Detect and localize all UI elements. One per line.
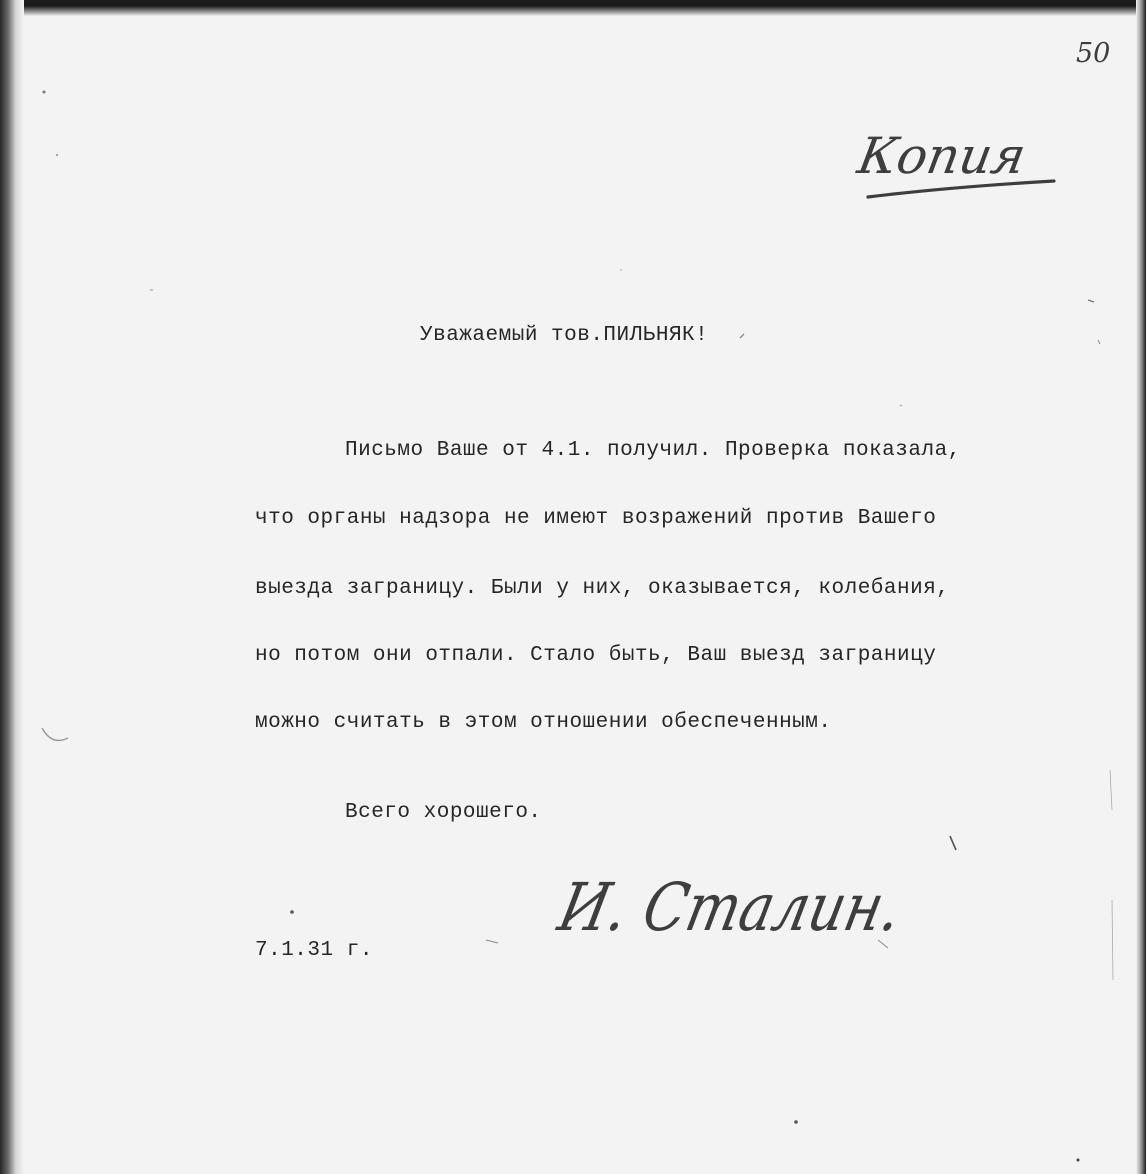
closing: Всего хорошего.	[345, 801, 542, 824]
body-line: но потом они отпали. Стало быть, Ваш выезд заграницу	[255, 644, 937, 667]
archive-page-number	[1070, 32, 1130, 72]
body-line: выезда заграницу. Были у них, оказывается, колебания,	[255, 577, 950, 600]
body-line: Письмо Ваше от 4.1. получил. Проверка показала,	[345, 439, 961, 462]
letter-date: 7.1.31 г.	[255, 939, 373, 962]
page-number-text: 50	[1076, 38, 1111, 69]
copy-stamp-handwritten	[850, 115, 1075, 210]
copy-mark-text: Копия	[853, 126, 1031, 185]
body-line: можно считать в этом отношении обеспеченным.	[255, 711, 832, 734]
signature-text: И. Сталин.	[552, 868, 970, 946]
signature	[545, 848, 970, 968]
salutation: Уважаемый тов.ПИЛЬНЯК!	[420, 324, 709, 347]
body-line: что органы надзора не имеют возражений против Вашего	[255, 507, 937, 530]
